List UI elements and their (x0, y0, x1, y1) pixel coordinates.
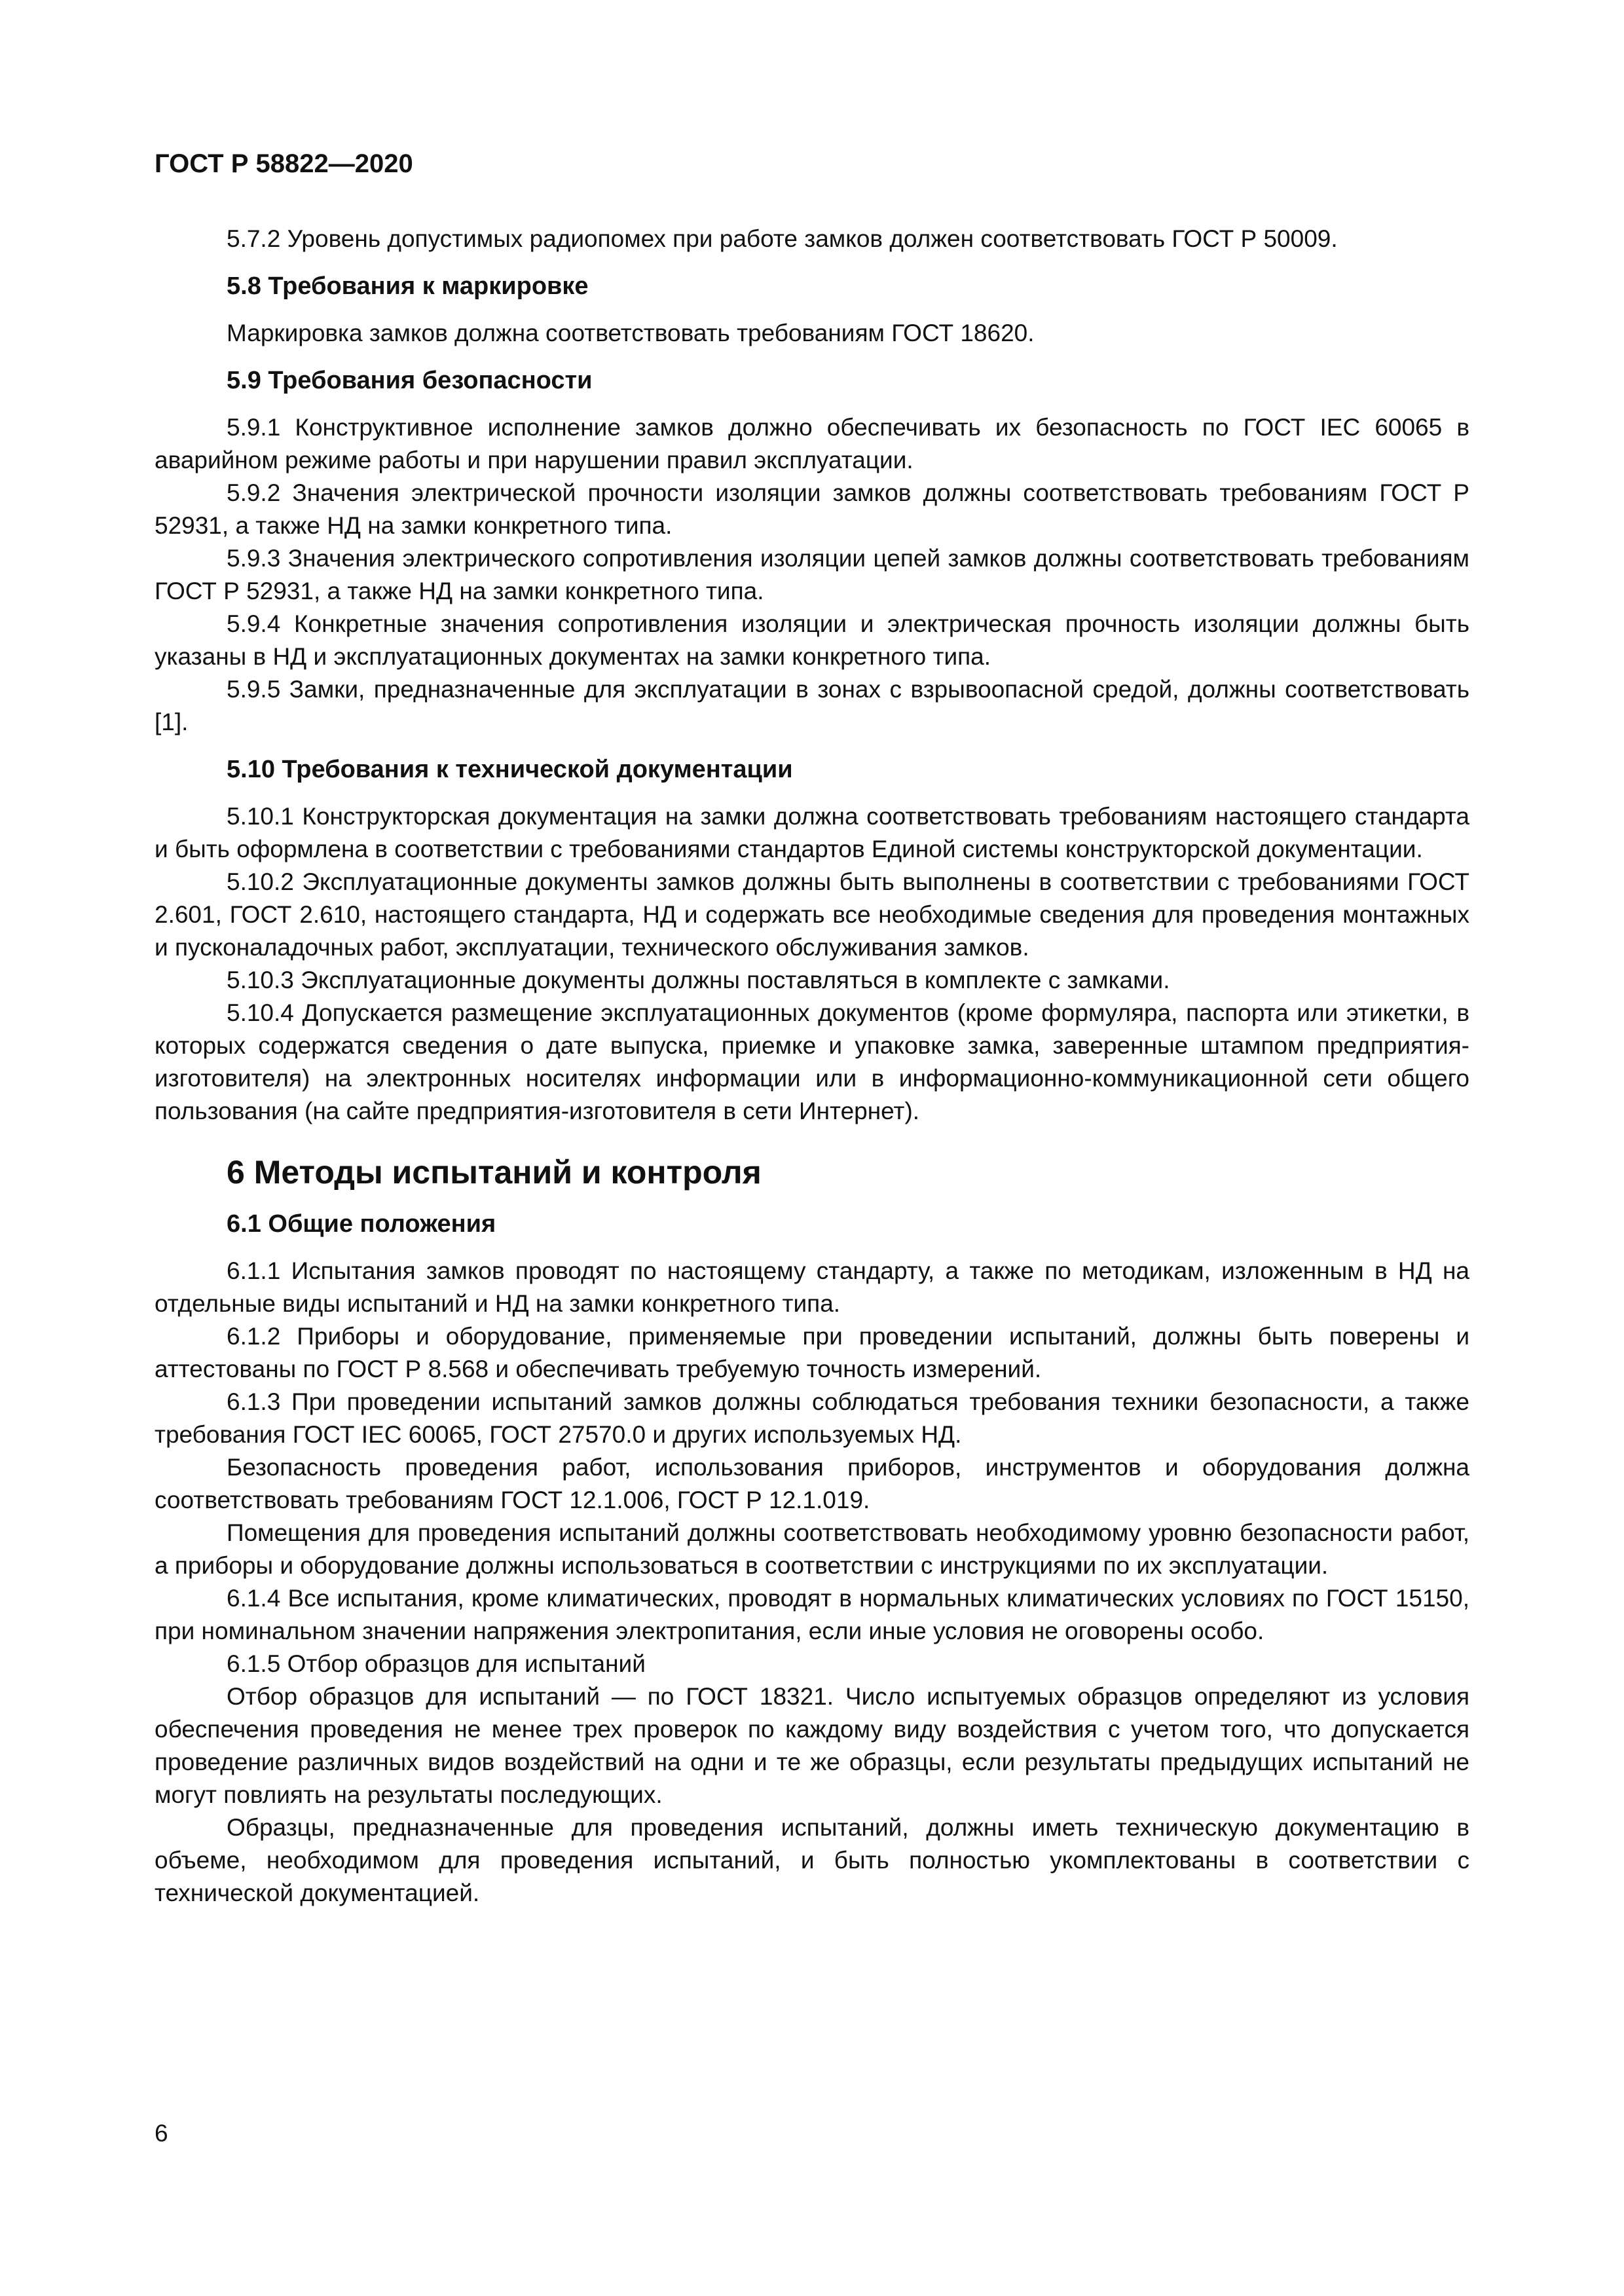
spacer (155, 397, 1469, 411)
paragraph-5-10-1: 5.10.1 Конструкторская документация на замки должна соответствовать требованиям настоящего стандарта и быть оформлена в соответствии с требованиями стандартов Единой системы конструкторской документации. (155, 803, 1469, 862)
paragraph-5-10-4: 5.10.4 Допускается размещение эксплуатационных документов (кроме формуляра, паспорта или этикетки, в которых содержатся сведения о дате выпуска, приемке и упаковке замка, заверенные штампом предприятия-изготовителя) на электронных носителях информации или в информационно-коммуникационной сети общего пользования (на сайте предприятия-изготовителя в сети Интернет). (155, 999, 1469, 1124)
paragraph-5-9-1: 5.9.1 Конструктивное исполнение замков должно обеспечивать их безопасность по ГОСТ IEC 60065 в аварийном режиме работы и при нарушении правил эксплуатации. (155, 414, 1469, 473)
paragraph-6-1-1: 6.1.1 Испытания замков проводят по настоящему стандарту, а также по методикам, изложенным в НД на отдельные виды испытаний и НД на замки конкретного типа. (155, 1257, 1469, 1317)
spacer (155, 303, 1469, 317)
page-number: 6 (155, 2120, 168, 2147)
paragraph-5-8: Маркировка замков должна соответствовать требованиям ГОСТ 18620. (227, 320, 1035, 346)
paragraph-6-1-3: 6.1.3 При проведении испытаний замков должны соблюдаться требования техники безопасности, а также требования ГОСТ IEC 60065, ГОСТ 27570.0 и других используемых НД. (155, 1388, 1469, 1448)
page-content (155, 223, 1469, 1910)
paragraph-5-9-5: 5.9.5 Замки, предназначенные для эксплуатации в зонах с взрывоопасной средой, должны соответствовать [1]. (155, 676, 1469, 735)
spacer (155, 1240, 1469, 1255)
heading-6-1: 6.1 Общие положения (227, 1210, 496, 1238)
heading-section-6: 6 Методы испытаний и контроля (227, 1154, 762, 1191)
spacer (155, 1193, 1469, 1208)
paragraph-5-10-2: 5.10.2 Эксплуатационные документы замков должны быть выполнены в соответствии с требованиями ГОСТ 2.601, ГОСТ 2.610, настоящего стандарта, НД и содержать все необходимые сведения для проведения монтажных и пусконаладочных работ, эксплуатации, технического обслуживания замков. (155, 868, 1469, 961)
heading-5-10: 5.10 Требования к технической документации (227, 756, 793, 783)
heading-5-9: 5.9 Требования безопасности (227, 367, 593, 394)
paragraph-5-10-3: 5.10.3 Эксплуатационные документы должны поставляться в комплекте с замками. (227, 967, 1170, 993)
paragraph-6-1-3-premises: Помещения для проведения испытаний должны соответствовать необходимому уровню безопасности работ, а приборы и оборудование должны использоваться в соответствии с инструкциями по их эксплуатации. (155, 1519, 1469, 1579)
paragraph-6-1-2: 6.1.2 Приборы и оборудование, применяемые при проведении испытаний, должны быть поверены и аттестованы по ГОСТ Р 8.568 и обеспечивать требуемую точность измерений. (155, 1323, 1469, 1382)
paragraph-6-1-5-sampling: Отбор образцов для испытаний — по ГОСТ 18321. Число испытуемых образцов определяют из условия обеспечения проведения не менее трех проверок по каждому виду воздействия с учетом того, что допускается проведение различных видов воздействий на одни и те же образцы, если результаты предыдущих испытаний не могут повлиять на результаты последующих. (155, 1683, 1469, 1808)
spacer (155, 739, 1469, 753)
spacer (155, 786, 1469, 800)
heading-5-8: 5.8 Требования к маркировке (227, 272, 589, 300)
paragraph-6-1-3-safety: Безопасность проведения работ, использования приборов, инструментов и оборудования должна соответствовать требованиям ГОСТ 12.1.006, ГОСТ Р 12.1.019. (155, 1454, 1469, 1513)
spacer (155, 255, 1469, 270)
paragraph-6-1-5-title: 6.1.5 Отбор образцов для испытаний (227, 1650, 646, 1677)
paragraph-6-1-4: 6.1.4 Все испытания, кроме климатических, проводят в нормальных климатических условиях по ГОСТ 15150, при номинальном значении напряжения электропитания, если иные условия не оговорены особо. (155, 1585, 1469, 1644)
spacer (155, 1128, 1469, 1151)
paragraph-5-9-4: 5.9.4 Конкретные значения сопротивления изоляции и электрическая прочность изоляции должны быть указаны в НД и эксплуатационных документах на замки конкретного типа. (155, 610, 1469, 670)
paragraph-5-9-2: 5.9.2 Значения электрической прочности изоляции замков должны соответствовать требованиям ГОСТ Р 52931, а также НД на замки конкретного типа. (155, 479, 1469, 539)
paragraph-6-1-5-samples: Образцы, предназначенные для проведения испытаний, должны иметь техническую документацию в объеме, необходимом для проведения испытаний, и быть полностью укомплектованы в соответствии с технической документацией. (155, 1814, 1469, 1906)
paragraph-5-7-2: 5.7.2 Уровень допустимых радиопомех при работе замков должен соответствовать ГОСТ Р 50009. (227, 225, 1338, 252)
document-code: ГОСТ Р 58822—2020 (155, 149, 413, 178)
spacer (155, 350, 1469, 364)
paragraph-5-9-3: 5.9.3 Значения электрического сопротивления изоляции цепей замков должны соответствовать требованиям ГОСТ Р 52931, а также НД на замки конкретного типа. (155, 545, 1469, 604)
